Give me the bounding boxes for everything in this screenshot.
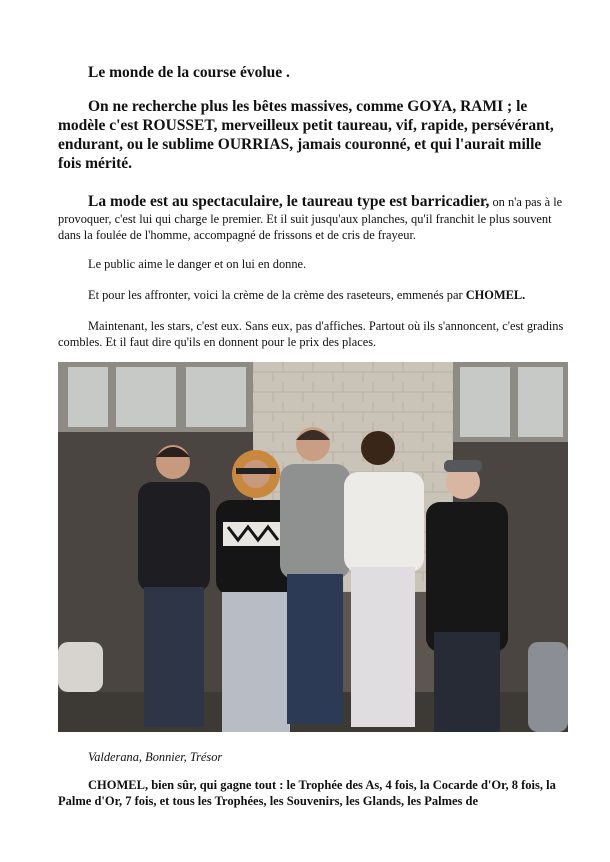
paragraph-stars: Maintenant, les stars, c'est eux. Sans eux, pas d'affiches. Partout où ils s'annoncent, c'est gradins combles. Et il faut dire qu'ils en donnent pour le prix des places. (58, 319, 564, 349)
group-photo-illustration (58, 362, 568, 732)
paragraph-raseteurs-body: Et pour les affronter, voici la crème de la crème des raseteurs, emmenés par (88, 288, 466, 302)
paragraph-intro: Le monde de la course évolue . (88, 64, 290, 81)
person-3 (280, 427, 350, 724)
person-4 (344, 431, 424, 727)
paragraph-fashion-body: on n'a pas à le provoquer, c'est lui qui charge le premier. Et il suit jusqu'aux planches, qu'il franchit le plus souvent dans la foulée de l'homme, accompagné de frissons et de cris de frayeur. (58, 195, 563, 242)
paragraph-fashion-lead: La mode est au spectaculaire, le taureau type est barricadier, (88, 193, 490, 210)
paragraph-raseteurs-name: CHOMEL. (465, 288, 526, 302)
photo-caption: Valderana, Bonnier, Trésor (88, 750, 223, 764)
paragraph-raseteurs (58, 287, 568, 303)
paragraph-bulls: On ne recherche plus les bêtes massives, comme GOYA, RAMI ; le modèle c'est ROUSSET, merveilleux petit taureau, vif, rapide, persévérant, endurant, ou le sublime OURRIAS, jamais couronné, et qui l'aurait mille fois mérité. (58, 98, 554, 172)
group-photo (58, 362, 568, 732)
paragraph-fashion (58, 192, 568, 243)
paragraph-public: Le public aime le danger et on lui en donne. (88, 257, 307, 271)
paragraph-chomel: CHOMEL, bien sûr, qui gagne tout : le Trophée des As, 4 fois, la Cocarde d'Or, 8 fois, la Palme d'Or, 7 fois, et tous les Trophées, les Souvenirs, les Glands, les Palmes de (58, 778, 556, 808)
person-1 (138, 445, 210, 727)
